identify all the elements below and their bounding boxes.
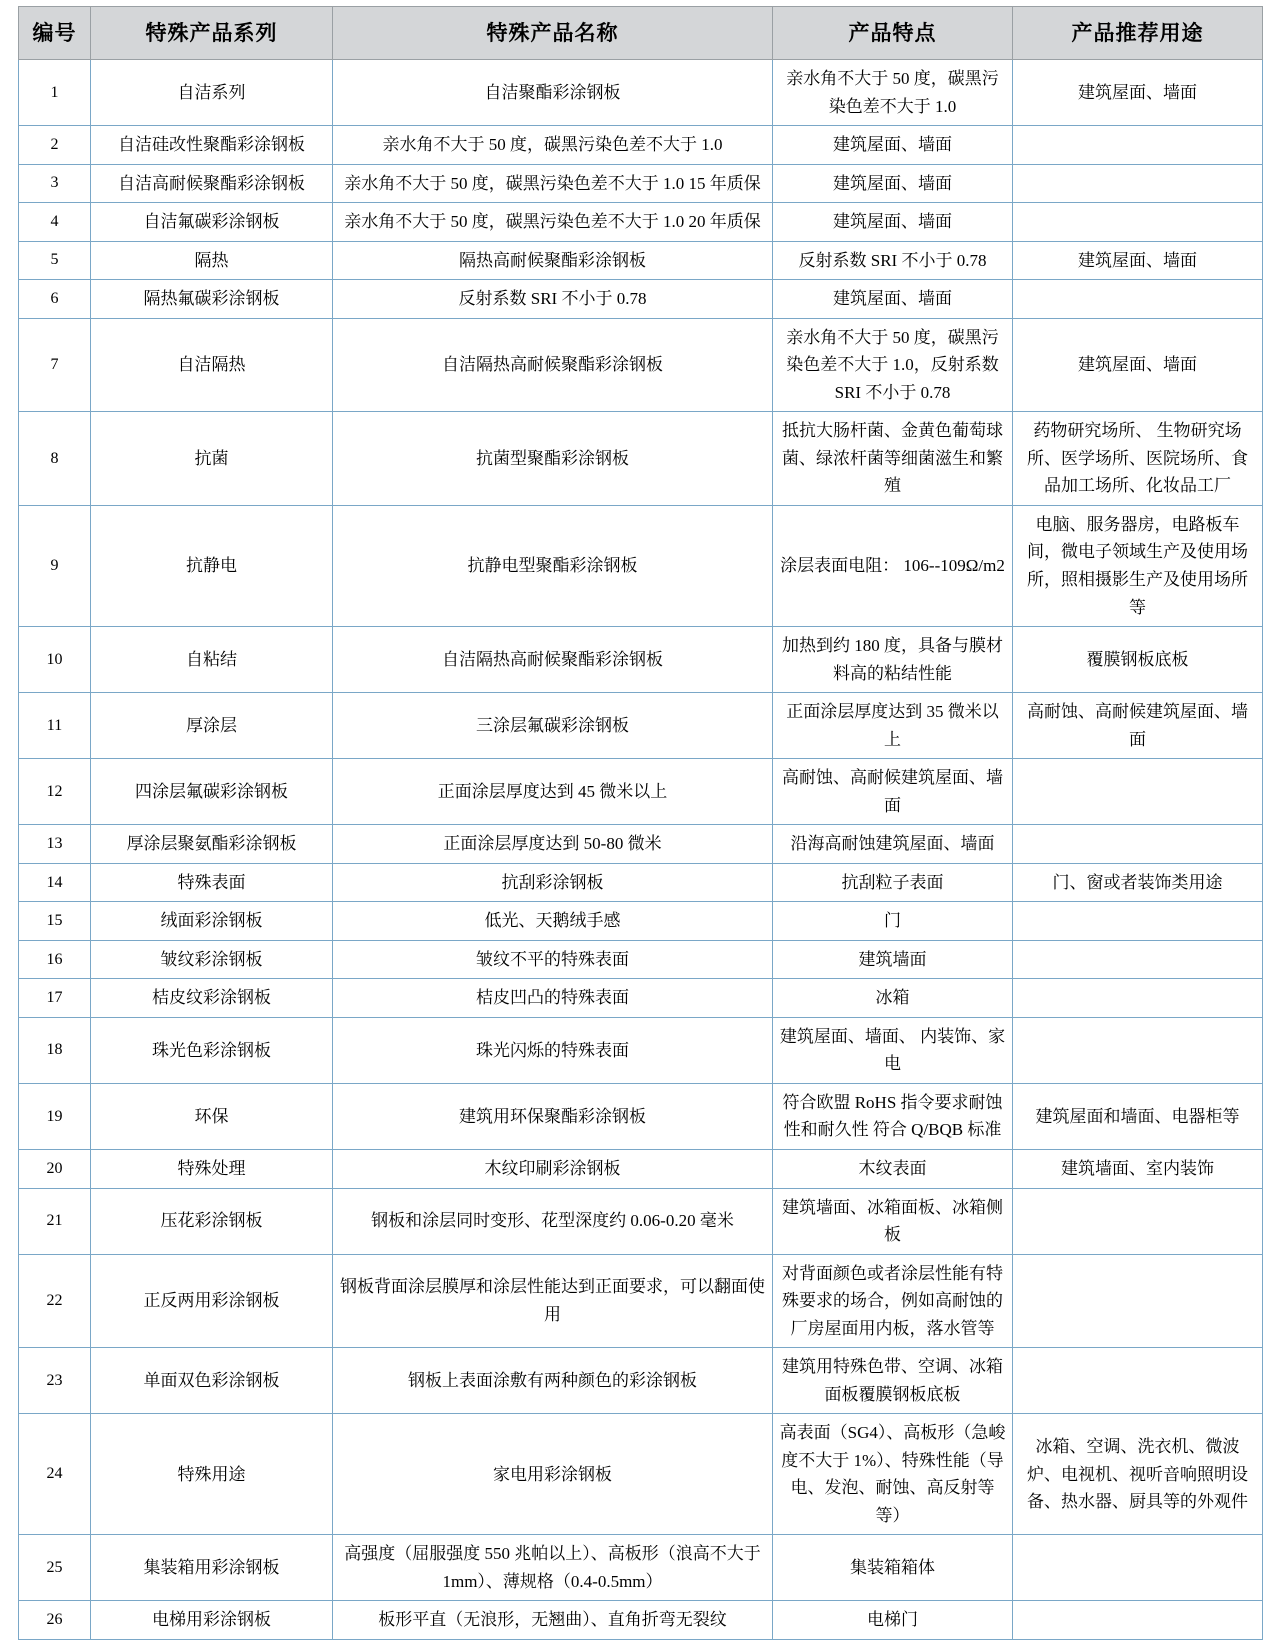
cell-num: 2 bbox=[19, 126, 91, 165]
cell-feature: 建筑墙面 bbox=[773, 940, 1013, 979]
table-row bbox=[19, 412, 1263, 506]
table-row bbox=[19, 979, 1263, 1018]
header-cell-use: 产品推荐用途 bbox=[1013, 7, 1263, 60]
table-header bbox=[19, 7, 1263, 60]
cell-use bbox=[1013, 1188, 1263, 1254]
cell-feature: 符合欧盟 RoHS 指令要求耐蚀性和耐久性 符合 Q/BQB 标准 bbox=[773, 1083, 1013, 1149]
cell-name: 反射系数 SRI 不小于 0.78 bbox=[333, 280, 773, 319]
cell-name: 高强度（屈服强度 550 兆帕以上）、高板形（浪高不大于 1mm）、薄规格（0.4-0.5mm） bbox=[333, 1535, 773, 1601]
cell-use: 建筑屋面、墙面 bbox=[1013, 241, 1263, 280]
cell-feature: 亲水角不大于 50 度，碳黑污染色差不大于 1.0，反射系数 SRI 不小于 0.78 bbox=[773, 318, 1013, 412]
cell-series: 正反两用彩涂钢板 bbox=[91, 1254, 333, 1348]
cell-feature: 反射系数 SRI 不小于 0.78 bbox=[773, 241, 1013, 280]
cell-series: 自粘结 bbox=[91, 627, 333, 693]
table-row bbox=[19, 902, 1263, 941]
cell-series: 桔皮纹彩涂钢板 bbox=[91, 979, 333, 1018]
table-row bbox=[19, 1348, 1263, 1414]
table-row bbox=[19, 1535, 1263, 1601]
cell-name: 建筑用环保聚酯彩涂钢板 bbox=[333, 1083, 773, 1149]
cell-feature: 建筑屋面、墙面、 内装饰、家电 bbox=[773, 1017, 1013, 1083]
cell-num: 20 bbox=[19, 1150, 91, 1189]
cell-name: 正面涂层厚度达到 45 微米以上 bbox=[333, 759, 773, 825]
cell-feature: 高表面（SG4）、高板形（急峻度不大于 1%）、特殊性能（导电、发泡、耐蚀、高反射等等） bbox=[773, 1414, 1013, 1535]
cell-num: 23 bbox=[19, 1348, 91, 1414]
cell-num: 6 bbox=[19, 280, 91, 319]
cell-num: 10 bbox=[19, 627, 91, 693]
cell-series: 环保 bbox=[91, 1083, 333, 1149]
cell-use: 建筑屋面、墙面 bbox=[1013, 60, 1263, 126]
cell-use bbox=[1013, 1601, 1263, 1640]
cell-feature: 建筑屋面、墙面 bbox=[773, 164, 1013, 203]
table-row bbox=[19, 1017, 1263, 1083]
cell-use bbox=[1013, 759, 1263, 825]
cell-feature: 正面涂层厚度达到 35 微米以上 bbox=[773, 693, 1013, 759]
cell-use: 建筑屋面、墙面 bbox=[1013, 318, 1263, 412]
cell-series: 特殊表面 bbox=[91, 863, 333, 902]
cell-use: 冰箱、空调、洗衣机、微波炉、电视机、视听音响照明设备、热水器、厨具等的外观件 bbox=[1013, 1414, 1263, 1535]
cell-use: 覆膜钢板底板 bbox=[1013, 627, 1263, 693]
cell-use bbox=[1013, 280, 1263, 319]
table-row bbox=[19, 241, 1263, 280]
cell-feature: 沿海高耐蚀建筑屋面、墙面 bbox=[773, 825, 1013, 864]
cell-feature: 涂层表面电阻： 106--109Ω/m2 bbox=[773, 505, 1013, 626]
cell-series: 压花彩涂钢板 bbox=[91, 1188, 333, 1254]
table-row bbox=[19, 318, 1263, 412]
cell-num: 12 bbox=[19, 759, 91, 825]
table-row bbox=[19, 203, 1263, 242]
header-row bbox=[19, 7, 1263, 60]
table-row bbox=[19, 164, 1263, 203]
cell-num: 15 bbox=[19, 902, 91, 941]
table-row bbox=[19, 60, 1263, 126]
cell-feature: 门 bbox=[773, 902, 1013, 941]
table-body bbox=[19, 60, 1263, 1640]
cell-num: 17 bbox=[19, 979, 91, 1018]
cell-name: 三涂层氟碳彩涂钢板 bbox=[333, 693, 773, 759]
cell-series: 厚涂层聚氨酯彩涂钢板 bbox=[91, 825, 333, 864]
cell-name: 隔热高耐候聚酯彩涂钢板 bbox=[333, 241, 773, 280]
cell-feature: 高耐蚀、高耐候建筑屋面、墙面 bbox=[773, 759, 1013, 825]
cell-feature: 冰箱 bbox=[773, 979, 1013, 1018]
cell-name: 低光、天鹅绒手感 bbox=[333, 902, 773, 941]
table-row bbox=[19, 1150, 1263, 1189]
cell-feature: 加热到约 180 度，具备与膜材料高的粘结性能 bbox=[773, 627, 1013, 693]
cell-use bbox=[1013, 940, 1263, 979]
cell-series: 绒面彩涂钢板 bbox=[91, 902, 333, 941]
table-row bbox=[19, 280, 1263, 319]
cell-use: 高耐蚀、高耐候建筑屋面、墙面 bbox=[1013, 693, 1263, 759]
cell-use: 门、窗或者装饰类用途 bbox=[1013, 863, 1263, 902]
cell-num: 21 bbox=[19, 1188, 91, 1254]
cell-use: 药物研究场所、 生物研究场所、医学场所、医院场所、食品加工场所、化妆品工厂 bbox=[1013, 412, 1263, 506]
table-row bbox=[19, 693, 1263, 759]
cell-num: 13 bbox=[19, 825, 91, 864]
cell-name: 木纹印刷彩涂钢板 bbox=[333, 1150, 773, 1189]
table-row bbox=[19, 126, 1263, 165]
table-row bbox=[19, 863, 1263, 902]
cell-num: 4 bbox=[19, 203, 91, 242]
cell-name: 抗刮彩涂钢板 bbox=[333, 863, 773, 902]
cell-name: 板形平直（无浪形，无翘曲）、直角折弯无裂纹 bbox=[333, 1601, 773, 1640]
cell-use bbox=[1013, 979, 1263, 1018]
cell-use bbox=[1013, 203, 1263, 242]
cell-name: 钢板和涂层同时变形、花型深度约 0.06-0.20 毫米 bbox=[333, 1188, 773, 1254]
cell-feature: 亲水角不大于 50 度，碳黑污染色差不大于 1.0 bbox=[773, 60, 1013, 126]
table-row bbox=[19, 1601, 1263, 1640]
cell-series: 特殊用途 bbox=[91, 1414, 333, 1535]
cell-name: 皱纹不平的特殊表面 bbox=[333, 940, 773, 979]
cell-series: 自洁氟碳彩涂钢板 bbox=[91, 203, 333, 242]
cell-feature: 建筑屋面、墙面 bbox=[773, 280, 1013, 319]
cell-num: 25 bbox=[19, 1535, 91, 1601]
cell-name: 抗静电型聚酯彩涂钢板 bbox=[333, 505, 773, 626]
cell-num: 11 bbox=[19, 693, 91, 759]
cell-num: 19 bbox=[19, 1083, 91, 1149]
cell-num: 18 bbox=[19, 1017, 91, 1083]
cell-name: 钢板上表面涂敷有两种颜色的彩涂钢板 bbox=[333, 1348, 773, 1414]
cell-name: 珠光闪烁的特殊表面 bbox=[333, 1017, 773, 1083]
cell-num: 1 bbox=[19, 60, 91, 126]
cell-series: 抗静电 bbox=[91, 505, 333, 626]
cell-series: 抗菌 bbox=[91, 412, 333, 506]
cell-num: 7 bbox=[19, 318, 91, 412]
cell-series: 特殊处理 bbox=[91, 1150, 333, 1189]
table-row bbox=[19, 1254, 1263, 1348]
cell-series: 自洁硅改性聚酯彩涂钢板 bbox=[91, 126, 333, 165]
cell-use bbox=[1013, 1017, 1263, 1083]
cell-series: 隔热氟碳彩涂钢板 bbox=[91, 280, 333, 319]
cell-use bbox=[1013, 1535, 1263, 1601]
cell-feature: 建筑用特殊色带、空调、冰箱面板覆膜钢板底板 bbox=[773, 1348, 1013, 1414]
cell-series: 皱纹彩涂钢板 bbox=[91, 940, 333, 979]
cell-num: 5 bbox=[19, 241, 91, 280]
cell-feature: 电梯门 bbox=[773, 1601, 1013, 1640]
table-row bbox=[19, 759, 1263, 825]
cell-feature: 抵抗大肠杆菌、金黄色葡萄球菌、绿浓杆菌等细菌滋生和繁殖 bbox=[773, 412, 1013, 506]
cell-use bbox=[1013, 1348, 1263, 1414]
table-row bbox=[19, 825, 1263, 864]
cell-name: 桔皮凹凸的特殊表面 bbox=[333, 979, 773, 1018]
header-cell-name: 特殊产品名称 bbox=[333, 7, 773, 60]
cell-use bbox=[1013, 126, 1263, 165]
cell-series: 单面双色彩涂钢板 bbox=[91, 1348, 333, 1414]
cell-series: 自洁高耐候聚酯彩涂钢板 bbox=[91, 164, 333, 203]
table-row bbox=[19, 505, 1263, 626]
header-cell-series: 特殊产品系列 bbox=[91, 7, 333, 60]
header-cell-feature: 产品特点 bbox=[773, 7, 1013, 60]
cell-use: 电脑、服务器房，电路板车间，微电子领域生产及使用场所，照相摄影生产及使用场所等 bbox=[1013, 505, 1263, 626]
cell-use bbox=[1013, 1254, 1263, 1348]
table-row bbox=[19, 1414, 1263, 1535]
cell-feature: 建筑屋面、墙面 bbox=[773, 126, 1013, 165]
table-row bbox=[19, 940, 1263, 979]
cell-name: 自洁隔热高耐候聚酯彩涂钢板 bbox=[333, 627, 773, 693]
cell-use bbox=[1013, 902, 1263, 941]
cell-use bbox=[1013, 164, 1263, 203]
cell-series: 厚涂层 bbox=[91, 693, 333, 759]
cell-series: 电梯用彩涂钢板 bbox=[91, 1601, 333, 1640]
cell-series: 四涂层氟碳彩涂钢板 bbox=[91, 759, 333, 825]
cell-feature: 木纹表面 bbox=[773, 1150, 1013, 1189]
cell-use: 建筑屋面和墙面、电器柜等 bbox=[1013, 1083, 1263, 1149]
cell-feature: 抗刮粒子表面 bbox=[773, 863, 1013, 902]
special-products-table bbox=[18, 6, 1263, 1640]
cell-use bbox=[1013, 825, 1263, 864]
cell-num: 24 bbox=[19, 1414, 91, 1535]
cell-use: 建筑墙面、室内装饰 bbox=[1013, 1150, 1263, 1189]
cell-series: 自洁隔热 bbox=[91, 318, 333, 412]
cell-num: 8 bbox=[19, 412, 91, 506]
cell-name: 自洁聚酯彩涂钢板 bbox=[333, 60, 773, 126]
cell-name: 亲水角不大于 50 度，碳黑污染色差不大于 1.0 bbox=[333, 126, 773, 165]
cell-feature: 建筑屋面、墙面 bbox=[773, 203, 1013, 242]
table-row bbox=[19, 627, 1263, 693]
cell-feature: 对背面颜色或者涂层性能有特殊要求的场合，例如高耐蚀的厂房屋面用内板，落水管等 bbox=[773, 1254, 1013, 1348]
cell-num: 9 bbox=[19, 505, 91, 626]
table-row bbox=[19, 1188, 1263, 1254]
cell-num: 22 bbox=[19, 1254, 91, 1348]
table-row bbox=[19, 1083, 1263, 1149]
cell-num: 26 bbox=[19, 1601, 91, 1640]
header-cell-num: 编号 bbox=[19, 7, 91, 60]
cell-num: 3 bbox=[19, 164, 91, 203]
cell-series: 自洁系列 bbox=[91, 60, 333, 126]
cell-name: 家电用彩涂钢板 bbox=[333, 1414, 773, 1535]
cell-feature: 建筑墙面、冰箱面板、冰箱侧板 bbox=[773, 1188, 1013, 1254]
cell-num: 14 bbox=[19, 863, 91, 902]
cell-series: 珠光色彩涂钢板 bbox=[91, 1017, 333, 1083]
cell-name: 自洁隔热高耐候聚酯彩涂钢板 bbox=[333, 318, 773, 412]
cell-name: 抗菌型聚酯彩涂钢板 bbox=[333, 412, 773, 506]
cell-series: 隔热 bbox=[91, 241, 333, 280]
cell-series: 集装箱用彩涂钢板 bbox=[91, 1535, 333, 1601]
cell-name: 亲水角不大于 50 度，碳黑污染色差不大于 1.0 20 年质保 bbox=[333, 203, 773, 242]
cell-name: 钢板背面涂层膜厚和涂层性能达到正面要求，可以翻面使用 bbox=[333, 1254, 773, 1348]
cell-name: 亲水角不大于 50 度，碳黑污染色差不大于 1.0 15 年质保 bbox=[333, 164, 773, 203]
cell-feature: 集装箱箱体 bbox=[773, 1535, 1013, 1601]
cell-num: 16 bbox=[19, 940, 91, 979]
cell-name: 正面涂层厚度达到 50-80 微米 bbox=[333, 825, 773, 864]
